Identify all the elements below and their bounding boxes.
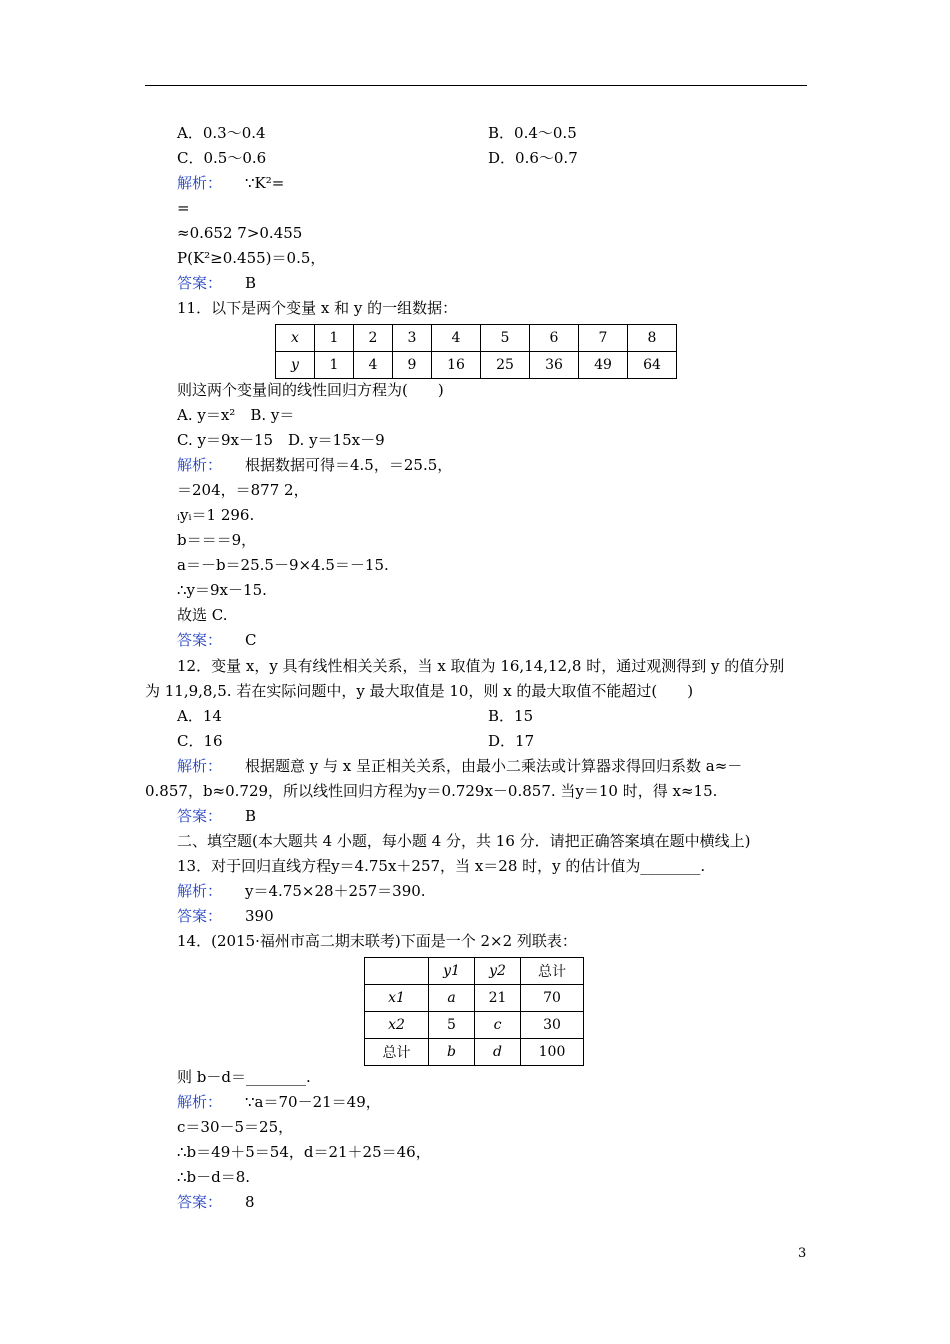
q14-jiexi-label: 解析：: [177, 1093, 223, 1111]
q11-solution-line1: 根据数据可得＝4.5，＝25.5，: [245, 456, 453, 474]
q14-question: 则 b－d＝________.: [177, 1068, 311, 1086]
q12-solution-line2: 0.857，b≈0.729，所以线性回归方程为y＝0.729x－0.857. 当y＝10 时，得 x≈15.: [145, 782, 718, 800]
q10-option-d: D．0.6～0.7: [488, 149, 578, 167]
table-cell: 64: [628, 352, 677, 379]
q10-solution-line4: P(K²≥0.455)＝0.5，: [177, 249, 326, 267]
q11-solution-line5: a＝－b＝25.5－9×4.5＝－15.: [177, 556, 389, 574]
q12-option-d: D．17: [488, 732, 535, 750]
q12-stem-line2: 为 11,9,8,5. 若在实际问题中，y 最大取值是 10，则 x 的最大取值不能超过( ): [145, 682, 694, 700]
table-cell: 16: [432, 352, 481, 379]
header-rule: [145, 85, 807, 86]
table-cell: c: [475, 1012, 521, 1039]
q14-solution-line4: ∴b－d＝8.: [177, 1168, 251, 1186]
q12-answer-label: 答案：: [177, 807, 223, 825]
table-cell: 21: [475, 985, 521, 1012]
q11-data-table: [275, 324, 677, 379]
table-cell: 1: [315, 325, 354, 352]
table-cell: 30: [521, 1012, 584, 1039]
table-row: [276, 352, 677, 379]
table-cell: 49: [579, 352, 628, 379]
table-cell: y1: [429, 958, 475, 985]
q10-solution-line1: ∵K²=: [245, 174, 285, 192]
table-cell: 5: [481, 325, 530, 352]
table-cell: y: [276, 352, 315, 379]
q11-solution-line2: ＝204，＝877 2，: [177, 481, 309, 499]
q12-option-a: A．14: [177, 707, 222, 725]
table-cell: x1: [365, 985, 429, 1012]
table-cell: 总计: [365, 1039, 429, 1066]
q14-answer: 8: [245, 1193, 255, 1211]
table-row: [365, 1012, 584, 1039]
table-cell: 4: [432, 325, 481, 352]
table-cell: x: [276, 325, 315, 352]
q14-stem: 14．(2015·福州市高二期末联考)下面是一个 2×2 列联表：: [177, 932, 577, 950]
table-cell: a: [429, 985, 475, 1012]
q10-option-c: C．0.5～0.6: [177, 149, 267, 167]
section-heading: 二、填空题(本大题共 4 小题，每小题 4 分，共 16 分．请把正确答案填在题中横线上): [177, 832, 751, 850]
table-row: [365, 958, 584, 985]
q11-answer-label: 答案：: [177, 631, 223, 649]
q14-solution-line3: ∴b＝49＋5＝54，d＝21＋25＝46，: [177, 1143, 431, 1161]
table-cell: 25: [481, 352, 530, 379]
table-cell: 5: [429, 1012, 475, 1039]
table-cell: d: [475, 1039, 521, 1066]
q12-stem-line1: 12．变量 x，y 具有线性相关关系，当 x 取值为 16,14,12,8 时，通过观测得到 y 的值分别: [177, 657, 785, 675]
q10-jiexi-label: 解析：: [177, 174, 223, 192]
table-row: [276, 325, 677, 352]
q11-jiexi-label: 解析：: [177, 456, 223, 474]
table-cell: 8: [628, 325, 677, 352]
q12-solution-line1: 根据题意 y 与 x 呈正相关关系，由最小二乘法或计算器求得回归系数 a≈－: [245, 757, 743, 775]
q11-solution-line6: ∴y＝9x－15.: [177, 581, 267, 599]
q11-stem: 11．以下是两个变量 x 和 y 的一组数据：: [177, 299, 458, 317]
q11-solution-line3: ᵢyᵢ＝1 296.: [177, 506, 255, 524]
q14-solution-line2: c＝30－5＝25，: [177, 1118, 294, 1136]
q10-solution-line2: =: [177, 199, 190, 217]
q11-options-ab: A. y＝x² B. y＝: [177, 406, 295, 424]
table-cell: 9: [393, 352, 432, 379]
q13-solution-line1: y＝4.75×28＋257＝390.: [245, 882, 426, 900]
q13-answer: 390: [245, 907, 274, 925]
q12-option-c: C．16: [177, 732, 223, 750]
q10-option-b: B．0.4～0.5: [488, 124, 577, 142]
q10-solution-line3: ≈0.652 7>0.455: [177, 224, 303, 242]
table-cell: 2: [354, 325, 393, 352]
table-row: [365, 1039, 584, 1066]
table-cell: b: [429, 1039, 475, 1066]
q13-jiexi-label: 解析：: [177, 882, 223, 900]
q13-answer-label: 答案：: [177, 907, 223, 925]
table-cell: 36: [530, 352, 579, 379]
q12-option-b: B．15: [488, 707, 534, 725]
table-cell: 6: [530, 325, 579, 352]
table-cell: y2: [475, 958, 521, 985]
table-cell: 7: [579, 325, 628, 352]
table-cell: 4: [354, 352, 393, 379]
q14-solution-line1: ∵a＝70－21＝49，: [245, 1093, 381, 1111]
q14-contingency-table: [364, 957, 584, 1066]
table-cell: 100: [521, 1039, 584, 1066]
q10-answer-label: 答案：: [177, 274, 223, 292]
q11-solution-line4: b＝＝＝9，: [177, 531, 257, 549]
q14-answer-label: 答案：: [177, 1193, 223, 1211]
q13-stem: 13．对于回归直线方程y＝4.75x＋257，当 x＝28 时，y 的估计值为________.: [177, 857, 706, 875]
q11-options-cd: C. y＝9x－15 D. y＝15x－9: [177, 431, 385, 449]
q10-option-a: A．0.3～0.4: [177, 124, 266, 142]
table-cell: 3: [393, 325, 432, 352]
table-cell: 70: [521, 985, 584, 1012]
table-cell: x2: [365, 1012, 429, 1039]
q10-answer: B: [245, 274, 257, 292]
q11-solution-line7: 故选 C.: [177, 606, 228, 624]
table-cell: 1: [315, 352, 354, 379]
q12-answer: B: [245, 807, 257, 825]
q11-answer: C: [245, 631, 257, 649]
q12-jiexi-label: 解析：: [177, 757, 223, 775]
page-number: 3: [798, 1246, 807, 1261]
table-cell: 总计: [521, 958, 584, 985]
table-cell: [365, 958, 429, 985]
q11-question: 则这两个变量间的线性回归方程为( ): [177, 381, 444, 399]
table-row: [365, 985, 584, 1012]
